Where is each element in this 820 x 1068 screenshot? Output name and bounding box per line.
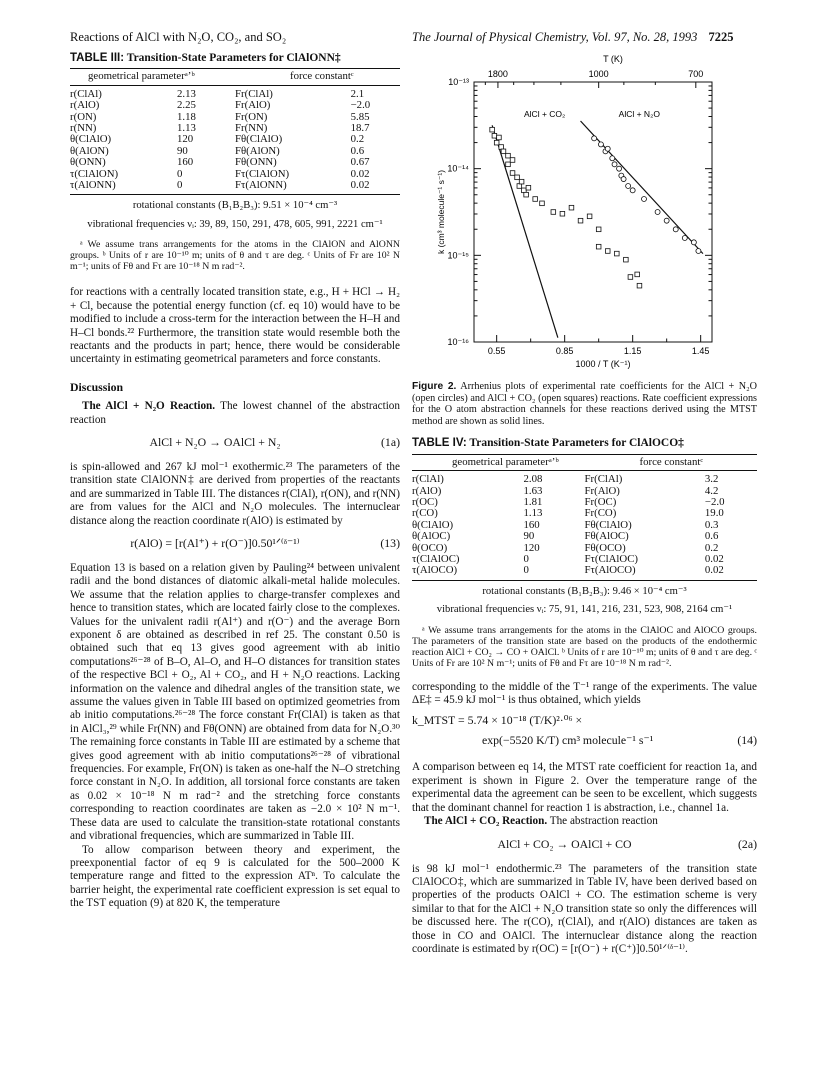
table-cell: Fr(ClAl): [235, 87, 273, 100]
y-tick-label: 10⁻¹⁶: [447, 337, 469, 347]
paragraph: Equation 13 is based on a relation given by Pauling²⁴ between univalent radii and the bond distances of diatomic alkali-metal halide molecules. We assume that the relation applies to charge-transfer complexes and hence to transition states, which are located fairly close to the complexes. Values for the univalent radii r(Al⁺) and r(O⁻) and the average Born exponent δ are obtained as described in ref 25. The constant 0.50 is obtained such that eq 13 gives good agreement with ab initio computations²⁶⁻²⁸ of B–O, Al–O, and H–O distances for transition states of the respective BCl + O₂, Al + CO₂, and H + N₂O reactions. Lacking information on the valence and dihedral angles of the transition state, we assume the values given in Table III based on optimized geometries from ab initio computations.²⁶⁻²⁸ The force constant Fr(ClAl) is taken as that in AlCl₃,²⁹ while Fr(NN) and Fθ(ONN) are obtained from data for N₂O.³⁰ The remaining force constants in Table III are estimated by a scheme that gives good agreement with ab initio computations²⁶⁻²⁸ of vibrational frequencies. For example, Fr(ON) is taken as one-half the N–O stretching force constant in N₂O. In addition, all torsional force constants are taken as 0.02 × 10⁻¹⁸ N m rad⁻² and the stretching force constants corresponding to reaction coordinates are taken as −2.0 × 10² N m⁻¹. These data are used to calculate the transition-state rotational constants and vibrational frequencies, which are summarized in Table III.: [70, 561, 400, 843]
equation-number: (13): [380, 535, 400, 550]
running-header-journal: [412, 30, 734, 45]
table-cell: Fθ(ONN): [235, 156, 277, 169]
subsection-heading: The AlCl + N₂O Reaction.: [82, 400, 216, 413]
table-cell: 1.63: [523, 484, 543, 497]
table-cell: 160: [523, 518, 540, 531]
co2-data-point: [615, 251, 620, 256]
table-cell: Fτ(AlONN): [235, 180, 341, 195]
co2-data-point: [605, 249, 610, 254]
n2o-data-point: [664, 218, 669, 223]
table3-vibrational: vibrational frequencies νᵢ: 39, 89, 150, 291, 478, 605, 991, 2221 cm⁻¹: [87, 218, 383, 230]
table-cell: 120: [523, 541, 540, 554]
equation-body: AlCl + N₂O → OAlCl + N₂: [149, 434, 281, 449]
table-cell: 90: [177, 144, 188, 157]
table-cell: 1.18: [177, 110, 196, 123]
n2o-data-point: [691, 240, 696, 245]
co2-data-point: [524, 192, 529, 197]
equation-body: AlCl + CO₂ → OAlCl + CO: [497, 836, 632, 851]
top-tick-label: 1000: [588, 69, 609, 79]
table-row: [70, 100, 400, 111]
n2o-data-point: [612, 162, 617, 167]
table-cell: θ(AlON): [70, 144, 109, 157]
table3-rotational: rotational constants (B₁B₂B₃): 9.51 × 10⁻⁴ cm⁻³: [132, 200, 338, 212]
table-cell: Fτ(ClAlON): [235, 167, 290, 180]
paragraph: for reactions with a centrally located transition state, e.g., H + HCl → H₂ + Cl, because the potential energy function (cf. eq 10) would have to be modified to include a cross-term for the interaction between the H–H and H–Cl bonds.²² Furthermore, the transition state would resemble both the reactants and the products in part; hence, there would be considerable uncertainty in estimating geometrical parameters and force constants.: [70, 286, 400, 366]
table-cell: 2.13: [177, 87, 196, 100]
co2-data-point: [497, 135, 502, 140]
equation-1a: [70, 434, 400, 454]
x-tick-label: 1.15: [623, 346, 642, 356]
equation-13: [70, 535, 400, 555]
right-column: [412, 52, 757, 956]
paragraph-text: The lowest channel of the abstraction reaction: [70, 400, 400, 426]
table3-header-force: force constantᶜ: [235, 69, 400, 85]
table-row: [412, 471, 757, 486]
x-tick-label: 0.85: [555, 346, 574, 356]
table-cell: 90: [523, 530, 535, 543]
paragraph: is spin-allowed and 267 kJ mol⁻¹ exothermic.²³ The parameters of the transition state ClAlONN‡ are derived from properties of the reactants and are summarized in Table III. The distances r(ClAl), r(ON), and r(NN) are from values for the AlCl and N₂O molecules. The internuclear distance along the reaction coordinate r(AlO) is estimated by: [70, 460, 400, 527]
table-row: [412, 531, 757, 542]
co2-data-point: [596, 244, 601, 249]
figure2-caption: [412, 381, 757, 427]
table-cell: θ(ClAlO): [412, 518, 454, 531]
table-cell: 0: [516, 565, 585, 580]
paragraph: is 98 kJ mol⁻¹ endothermic.²³ The parameters of the transition state ClAlOCO‡, which are summarized in Table IV, have been derived based on properties of the products OAlCl + CO. The estimation scheme is very similar to that for the AlCl + N₂O transition state so only the differences will be discussed here. The r(CO), r(ClAl), and r(AlO) distances are taken as those in CO and OAlCl. The internuclear distance along the reaction coordinate is estimated by r(OC) = [r(O⁻) + r(C⁺)]0.50¹ᐟ⁽ᵟ⁻¹⁾.: [412, 862, 757, 955]
table-cell: Fr(AlO): [584, 484, 620, 497]
table-cell: r(NN): [70, 122, 97, 135]
table-cell: r(CO): [412, 507, 438, 520]
table-cell: 0: [523, 553, 529, 566]
table3-caption: [70, 52, 400, 65]
table-cell: 1.13: [523, 507, 543, 520]
figure2-label: Figure 2.: [412, 381, 457, 392]
table-cell: 0.6: [704, 530, 719, 543]
table-cell: 0.2: [704, 541, 719, 554]
x-axis-label: 1000 / T (K⁻¹): [575, 359, 631, 369]
co2-data-point: [506, 162, 511, 167]
table-cell: Fr(NN): [235, 122, 268, 135]
table-cell: τ(ClAlON): [70, 167, 119, 180]
page-number: 7225: [708, 30, 734, 44]
co2-data-point: [578, 218, 583, 223]
paragraph-text: The abstraction reaction: [547, 815, 658, 828]
table-cell: θ(ONN): [70, 156, 106, 169]
co2-data-point: [560, 211, 565, 216]
top-tick-label: 700: [688, 69, 704, 79]
series-label-co2: AlCl + CO₂: [524, 109, 566, 119]
co2-data-point: [499, 145, 504, 150]
co2-data-point: [533, 197, 538, 202]
table-cell: Fτ(AlOCO): [585, 565, 695, 580]
table-cell: 0.02: [350, 167, 370, 180]
co2-data-point: [526, 185, 531, 190]
table-cell: 3.2: [704, 473, 719, 486]
table4-header-geo: geometrical parameterᵃʼᵇ: [412, 454, 585, 470]
co2-data-point: [517, 184, 522, 189]
co2-data-point: [540, 201, 545, 206]
table-cell: r(AlO): [70, 99, 100, 112]
mtst-fit-line: [492, 125, 558, 337]
table-cell: Fθ(ClAlO): [235, 133, 283, 146]
n2o-data-point: [592, 136, 597, 141]
x-tick-label: 0.55: [487, 346, 506, 356]
table-cell: 2.25: [177, 99, 196, 112]
y-tick-label: 10⁻¹⁵: [447, 250, 469, 261]
equation-number: (2a): [738, 836, 757, 851]
table-cell: Fr(ON): [235, 110, 268, 123]
co2-data-point: [587, 214, 592, 219]
co2-data-point: [519, 179, 524, 184]
table-cell: 1.13: [177, 122, 196, 135]
y-tick-label: 10⁻¹⁴: [447, 163, 469, 174]
table3-header-geo: geometrical parameterᵃʼᵇ: [70, 69, 235, 85]
running-header-title: Reactions of AlCl with N₂O, CO₂, and SO₂: [70, 30, 287, 44]
table4-footnote: ᵃ We assume trans arrangements for the atoms in the ClAlOC and AlOCO groups. The parameters of the transition state are based on the products of the endothermic reaction AlCl + CO₂ → CO + OAlCl. ᵇ Units of r are 10⁻¹⁰ m; units of θ and τ are deg. ᶜ Units of Fr are 10² N m⁻¹; units of Fθ and Fτ are 10⁻¹⁸ N m rad⁻².: [412, 624, 757, 669]
table3-label: TABLE III:: [70, 52, 125, 64]
equation-body: r(AlO) = [r(Al⁺) + r(O⁻)]0.50¹ᐟ⁽ᵟ⁻¹⁾: [130, 535, 300, 550]
table-cell: 0.3: [704, 518, 719, 531]
table-cell: −2.0: [704, 496, 725, 508]
table-cell: 0.67: [350, 156, 370, 169]
co2-data-point: [501, 149, 506, 154]
co2-data-point: [596, 227, 601, 232]
table-cell: θ(OCO): [412, 541, 448, 554]
table-cell: Fθ(OCO): [584, 541, 626, 554]
mtst-fit-line: [581, 121, 703, 254]
co2-data-point: [628, 275, 633, 280]
n2o-data-point: [626, 184, 631, 189]
table4-vibrational: vibrational frequencies νᵢ: 75, 91, 141, 216, 231, 523, 908, 2164 cm⁻¹: [436, 604, 733, 616]
n2o-data-point: [617, 166, 622, 171]
table-cell: 0.02: [341, 180, 400, 195]
co2-data-point: [522, 188, 527, 193]
table-cell: r(AlO): [412, 484, 442, 497]
equation-number: (1a): [381, 434, 400, 449]
table-cell: 5.85: [350, 110, 370, 123]
table-cell: Fr(CO): [584, 507, 617, 520]
table-cell: Fθ(ClAlO): [584, 518, 632, 531]
journal-citation: The Journal of Physical Chemistry, Vol. 97, No. 28, 1993: [412, 30, 698, 44]
co2-data-point: [637, 283, 642, 288]
table4-rotational: rotational constants (B₁B₂B₃): 9.46 × 10⁻⁴ cm⁻³: [482, 585, 687, 597]
table-cell: 1.81: [523, 496, 543, 508]
table4-label: TABLE IV:: [412, 437, 467, 450]
figure2: [412, 52, 757, 377]
paragraph: corresponding to the middle of the T⁻¹ range of the experiments. The value ΔE‡ = 45.9 kJ mol⁻¹ is thus obtained, which yields: [412, 680, 757, 707]
equation-number: (14): [737, 733, 757, 748]
co2-data-point: [635, 272, 640, 277]
table-cell: 0.2: [350, 133, 365, 146]
co2-data-point: [569, 205, 574, 210]
table-cell: 0.6: [350, 144, 365, 157]
table-cell: 4.2: [704, 484, 719, 497]
n2o-data-point: [682, 236, 687, 241]
series-label-n2o: AlCl + N₂O: [618, 109, 660, 119]
table4-title: Transition-State Parameters for ClAlOCO‡: [469, 437, 684, 450]
table4-caption: [412, 437, 757, 450]
table-cell: 0: [177, 167, 183, 180]
y-axis-label: k (cm³ molecule⁻¹ s⁻¹): [436, 169, 446, 255]
co2-data-point: [494, 140, 499, 145]
co2-data-point: [510, 171, 515, 176]
paragraph: [70, 400, 400, 427]
table-cell: r(OC): [412, 496, 438, 508]
table-cell: r(ClAl): [70, 87, 102, 100]
co2-data-point: [510, 158, 515, 163]
table-cell: 2.08: [523, 473, 543, 486]
co2-data-point: [515, 175, 520, 180]
table-cell: r(ClAl): [412, 473, 444, 486]
table3-title: Transition-State Parameters for ClAlONN‡: [126, 52, 341, 64]
x-tick-label: 1.45: [691, 346, 710, 356]
table-cell: −2.0: [350, 99, 371, 112]
n2o-data-point: [605, 146, 610, 151]
top-tick-label: 1800: [487, 69, 508, 79]
co2-data-point: [492, 133, 497, 138]
table-cell: Fτ(ClAlOC): [584, 553, 639, 566]
paragraph: [412, 815, 757, 828]
co2-data-point: [490, 127, 495, 132]
table-cell: 160: [177, 156, 194, 169]
subsection-heading: The AlCl + CO₂ Reaction.: [424, 815, 548, 828]
section-heading-discussion: Discussion: [70, 379, 124, 394]
table4-header-force: force constantᶜ: [585, 454, 758, 470]
table-cell: 18.7: [350, 122, 370, 135]
n2o-data-point: [655, 210, 660, 215]
table-cell: Fθ(AlON): [235, 144, 280, 157]
table-row: [70, 180, 400, 195]
table-cell: Fr(ClAl): [584, 473, 623, 486]
co2-data-point: [624, 257, 629, 262]
n2o-data-point: [673, 227, 678, 232]
n2o-data-point: [598, 142, 603, 147]
table-cell: 120: [177, 133, 194, 146]
table-cell: 0: [169, 180, 235, 195]
table-row: [412, 565, 757, 580]
table-row: [70, 157, 400, 168]
equation-14: [412, 714, 757, 754]
equation-line-2: exp(−5520 K/T) cm³ molecule⁻¹ s⁻¹: [482, 733, 654, 748]
equation-2a: [412, 836, 757, 856]
n2o-data-point: [696, 249, 701, 254]
equation-line-1: k_MTST = 5.74 × 10⁻¹⁸ (T/K)²·⁰⁶ ×: [412, 713, 583, 728]
table-cell: 19.0: [704, 507, 724, 520]
paragraph: To allow comparison between theory and experiment, the preexponential factor of eq 9 is calculated for the 500–2000 K temperature range and fitted to the expression ATⁿ. To calculate the barrier height, the experimental rate coefficient expression is set equal to the TST equation (9) at 820 K, the temperature: [70, 843, 400, 910]
figure2-caption-text: Arrhenius plots of experimental rate coefficients for the AlCl + N₂O (open circles) and AlCl + CO₂ (open squares) reactions. Rate coefficient expressions for the O atom abstraction channels for these reactions derived using the MTST method are shown as solid lines.: [412, 381, 757, 427]
co2-data-point: [551, 210, 556, 215]
paragraph: A comparison between eq 14, the MTST rate coefficient for reaction 1a, and experiment is shown in Figure 2. Over the temperature range of the experimental data the agreement can be seen to be excellent, which suggests that the dominant channel for reaction 1 is abstraction, i.e., channel 1a.: [412, 761, 757, 814]
table-cell: τ(ClAlOC): [412, 553, 460, 566]
table4: [412, 454, 757, 581]
table-cell: 2.1: [350, 87, 365, 100]
table-cell: τ(AlOCO): [412, 565, 516, 580]
table-cell: Fr(AlO): [235, 99, 271, 112]
table-cell: r(ON): [70, 110, 97, 123]
n2o-data-point: [630, 188, 635, 193]
n2o-data-point: [621, 177, 626, 182]
arrhenius-plot: [412, 52, 757, 377]
plot-frame: [474, 82, 712, 342]
n2o-data-point: [610, 156, 615, 161]
table-cell: 0.02: [704, 553, 724, 566]
table-cell: θ(AlOC): [412, 530, 451, 543]
table-row: [70, 85, 400, 100]
table-cell: Fr(OC): [584, 496, 617, 508]
table3: [70, 68, 400, 195]
co2-data-point: [506, 153, 511, 158]
left-column: [70, 52, 400, 911]
table3-footnote: ᵃ We assume trans arrangements for the atoms in the ClAlON and AlONN groups. ᵇ Units of r are 10⁻¹⁰ m; units of θ and τ are deg. ᶜ Units of Fr are 10² N m⁻¹; units of Fθ and Fτ are 10⁻¹⁸ N m rad⁻².: [70, 239, 400, 273]
top-axis-title: T (K): [603, 54, 623, 64]
y-tick-label: 10⁻¹³: [448, 77, 469, 87]
table-cell: τ(AlONN): [70, 180, 169, 195]
table-cell: Fθ(AlOC): [584, 530, 629, 543]
n2o-data-point: [642, 197, 647, 202]
table-cell: θ(ClAlO): [70, 133, 112, 146]
table-cell: 0.02: [695, 565, 757, 580]
